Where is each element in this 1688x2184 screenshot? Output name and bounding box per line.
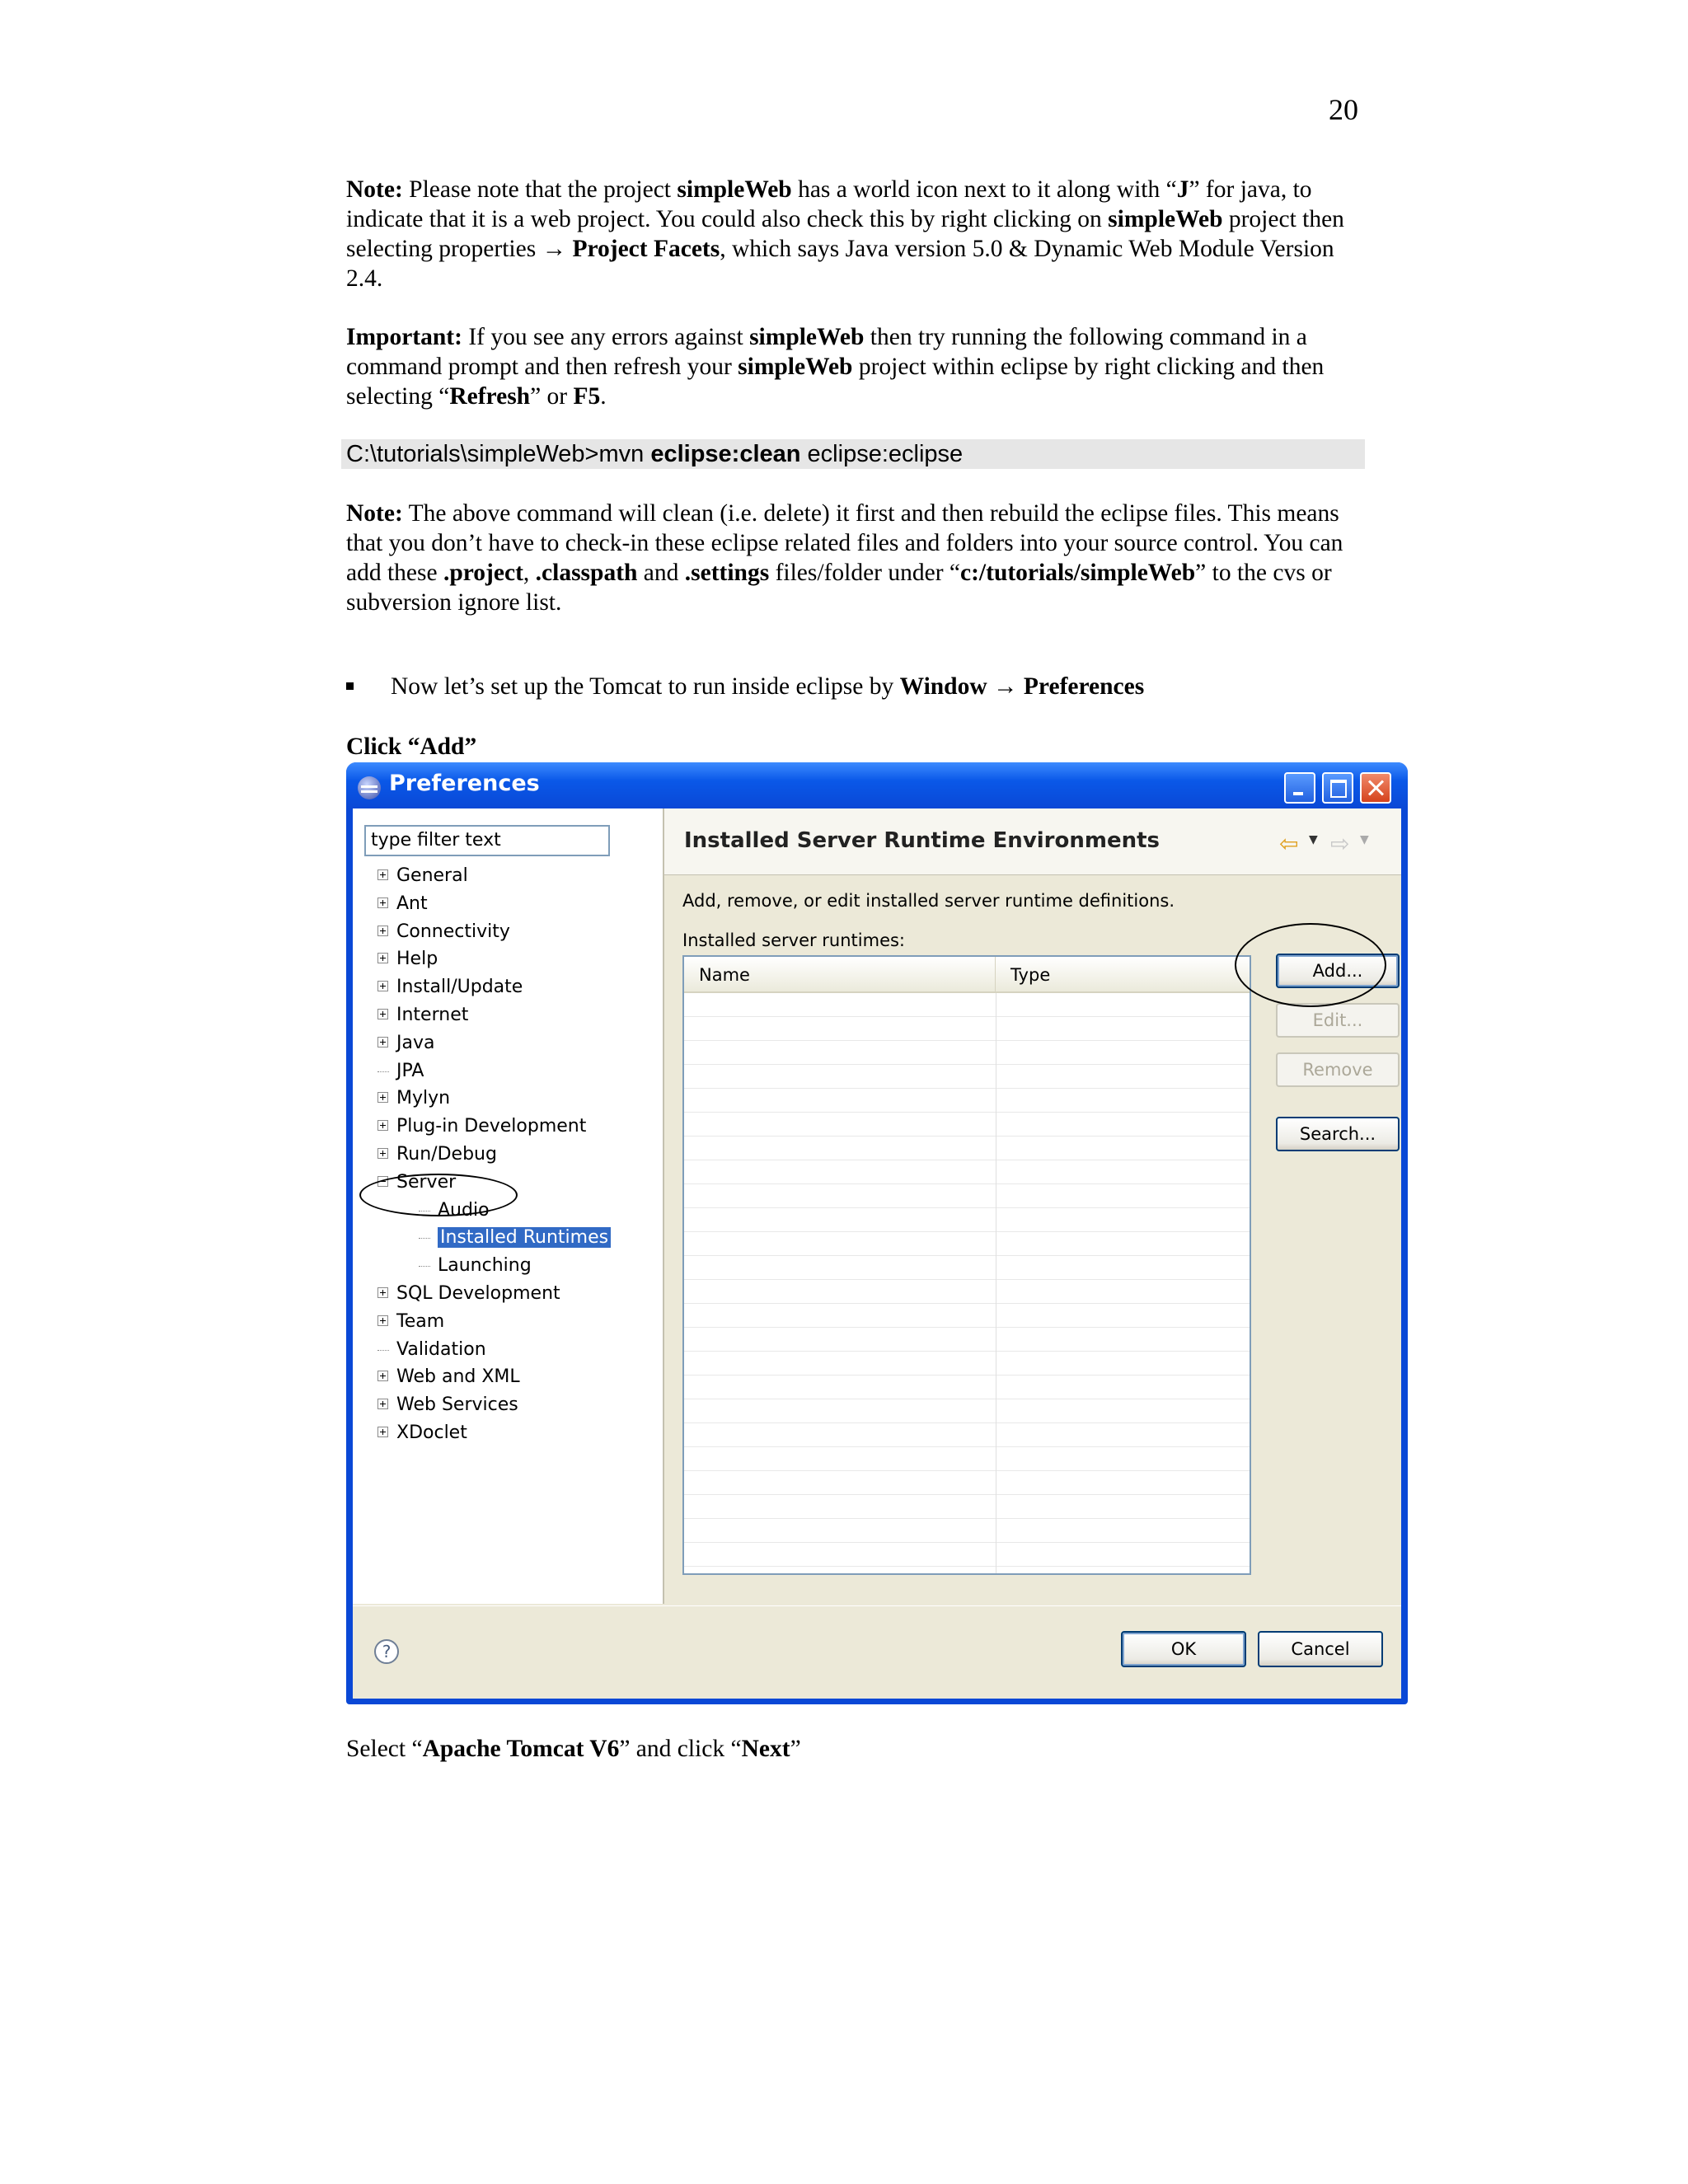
expand-icon[interactable] xyxy=(377,1009,388,1019)
tree-item-label: General xyxy=(396,865,468,886)
runtimes-list-label: Installed server runtimes: xyxy=(682,930,906,950)
tree-item-label: Java xyxy=(396,1033,435,1053)
bullet-marker xyxy=(346,682,354,690)
tree-item-general[interactable] xyxy=(377,865,468,888)
tree-item-validation[interactable] xyxy=(377,1338,486,1361)
tree-item-jpa[interactable] xyxy=(377,1060,424,1083)
expand-icon[interactable] xyxy=(377,1371,388,1381)
back-arrow-icon[interactable]: ⇦ xyxy=(1279,830,1299,857)
expand-icon[interactable] xyxy=(377,1120,388,1131)
tree-item-internet[interactable] xyxy=(377,1004,468,1027)
filter-input[interactable]: type filter text xyxy=(364,825,610,856)
dialog-titlebar xyxy=(346,762,1408,808)
tree-item-label: Ant xyxy=(396,893,428,914)
ok-button[interactable]: OK xyxy=(1121,1631,1246,1667)
cancel-button[interactable]: Cancel xyxy=(1258,1631,1383,1667)
table-rows xyxy=(684,993,1251,1575)
tree-connector xyxy=(377,1350,389,1351)
expand-icon[interactable] xyxy=(377,869,388,880)
edit-button[interactable]: Edit... xyxy=(1276,1003,1400,1038)
expand-icon[interactable] xyxy=(377,1315,388,1326)
note-paragraph-2: Note: The above command will clean (i.e. delete) it first and then rebuild the eclipse files. This means that you don’t have to check-in these eclipse related files and folders into your source control. You can add these .project, .classpath and .settings files/folder under “c:/tutorials/simpleWeb” to the cvs or subversion ignore list. xyxy=(346,500,1343,616)
expand-icon[interactable] xyxy=(377,926,388,936)
tree-item-label: Audio xyxy=(438,1200,490,1221)
help-icon[interactable]: ? xyxy=(374,1639,399,1664)
tree-item-web-services[interactable] xyxy=(377,1394,518,1417)
page-header xyxy=(664,808,1401,875)
expand-icon[interactable] xyxy=(377,1427,388,1437)
tree-item-web-and-xml[interactable] xyxy=(377,1366,520,1389)
tree-item-mylyn[interactable] xyxy=(377,1087,450,1110)
expand-icon[interactable] xyxy=(377,1287,388,1298)
tree-item-label: XDoclet xyxy=(396,1422,467,1443)
tree-item-label: Connectivity xyxy=(396,921,510,942)
important-paragraph: Important: If you see any errors against simpleWeb then try running the following command in a command prompt and then refresh your simpleWeb project within eclipse by right clicking and then selecting “Refresh” or F5. xyxy=(346,324,1325,410)
tree-item-label: JPA xyxy=(396,1061,424,1081)
page-number: 20 xyxy=(1329,93,1358,126)
tree-item-label: Internet xyxy=(396,1005,469,1025)
tree-connector xyxy=(419,1238,430,1239)
tree-item-label: Installed Runtimes xyxy=(438,1227,611,1248)
tree-item-installed-runtimes[interactable] xyxy=(419,1226,611,1249)
tree-item-team[interactable] xyxy=(377,1310,444,1333)
maximize-button[interactable] xyxy=(1322,772,1353,804)
annotation-circle-server xyxy=(359,1174,518,1216)
add-button[interactable]: Add... xyxy=(1276,954,1400,988)
command-line: C:\tutorials\simpleWeb>mvn eclipse:clean eclipse:eclipse xyxy=(341,439,1365,469)
search-button[interactable]: Search... xyxy=(1276,1117,1400,1151)
page-title: Installed Server Runtime Environments xyxy=(684,828,1160,853)
tree-item-label: Team xyxy=(396,1311,445,1332)
annotation-circle-add xyxy=(1235,923,1386,1007)
tree-connector xyxy=(419,1266,430,1267)
tree-item-label: Launching xyxy=(438,1255,532,1276)
close-button[interactable] xyxy=(1360,772,1391,804)
expand-icon[interactable] xyxy=(377,1399,388,1409)
column-header-type[interactable]: Type xyxy=(996,957,1251,993)
note-paragraph-1: Note: Please note that the project simpleWeb has a world icon next to it along with “J” for java, to indicate that it is a web project. You could also check this by right clicking on simpleWeb project then selecting properties → Project Facets, which says Java version 5.0 & Dynamic Web Module Version 2.4. xyxy=(346,176,1344,292)
column-header-name[interactable]: Name xyxy=(684,957,996,993)
tree-item-label: Web and XML xyxy=(396,1366,520,1387)
tree-item-label: Server xyxy=(396,1172,457,1193)
preferences-dialog xyxy=(346,762,1408,1704)
runtimes-table[interactable] xyxy=(682,955,1251,1575)
forward-arrow-icon[interactable]: ⇨ xyxy=(1330,830,1350,857)
tree-item-xdoclet[interactable] xyxy=(377,1422,467,1445)
select-tomcat-line: Select “Apache Tomcat V6” and click “Next” xyxy=(346,1736,801,1762)
tree-item-help[interactable] xyxy=(377,948,438,971)
forward-dropdown-icon[interactable]: ▼ xyxy=(1360,833,1369,846)
tree-item-label: Help xyxy=(396,949,438,969)
back-dropdown-icon[interactable]: ▼ xyxy=(1309,833,1318,846)
tree-item-label: SQL Development xyxy=(396,1283,560,1304)
expand-icon[interactable] xyxy=(377,981,388,991)
tree-item-run-debug[interactable] xyxy=(377,1143,497,1166)
tree-item-sql-development[interactable] xyxy=(377,1282,560,1305)
page-description: Add, remove, or edit installed server runtime definitions. xyxy=(682,891,1175,911)
expand-icon[interactable] xyxy=(377,1092,388,1103)
eclipse-icon xyxy=(358,776,381,799)
remove-button[interactable]: Remove xyxy=(1276,1052,1400,1087)
expand-icon[interactable] xyxy=(377,1148,388,1159)
tree-item-label: Run/Debug xyxy=(396,1144,497,1165)
tree-item-label: Mylyn xyxy=(396,1088,451,1108)
dialog-client-area xyxy=(353,808,1401,1698)
tree-item-label: Web Services xyxy=(396,1394,518,1415)
dialog-title: Preferences xyxy=(389,771,540,796)
tree-item-label: Plug-in Development xyxy=(396,1116,587,1137)
tree-connector xyxy=(377,1071,389,1072)
minimize-button[interactable] xyxy=(1284,772,1315,804)
expand-icon[interactable] xyxy=(377,953,388,963)
expand-icon[interactable] xyxy=(377,1037,388,1047)
expand-icon[interactable] xyxy=(377,898,388,908)
tree-item-ant[interactable] xyxy=(377,893,428,916)
tree-item-connectivity[interactable] xyxy=(377,921,510,944)
tree-item-install-update[interactable] xyxy=(377,976,523,999)
tree-item-plug-in-development[interactable] xyxy=(377,1115,586,1138)
tree-item-label: Validation xyxy=(396,1339,486,1360)
tree-item-label: Install/Update xyxy=(396,977,523,997)
click-add-heading: Click “Add” xyxy=(346,733,477,760)
tree-item-launching[interactable] xyxy=(419,1254,532,1277)
tree-item-java[interactable] xyxy=(377,1032,434,1055)
bullet-item: Now let’s set up the Tomcat to run inside eclipse by Window → Preferences xyxy=(346,672,1144,701)
dialog-footer xyxy=(353,1605,1401,1699)
